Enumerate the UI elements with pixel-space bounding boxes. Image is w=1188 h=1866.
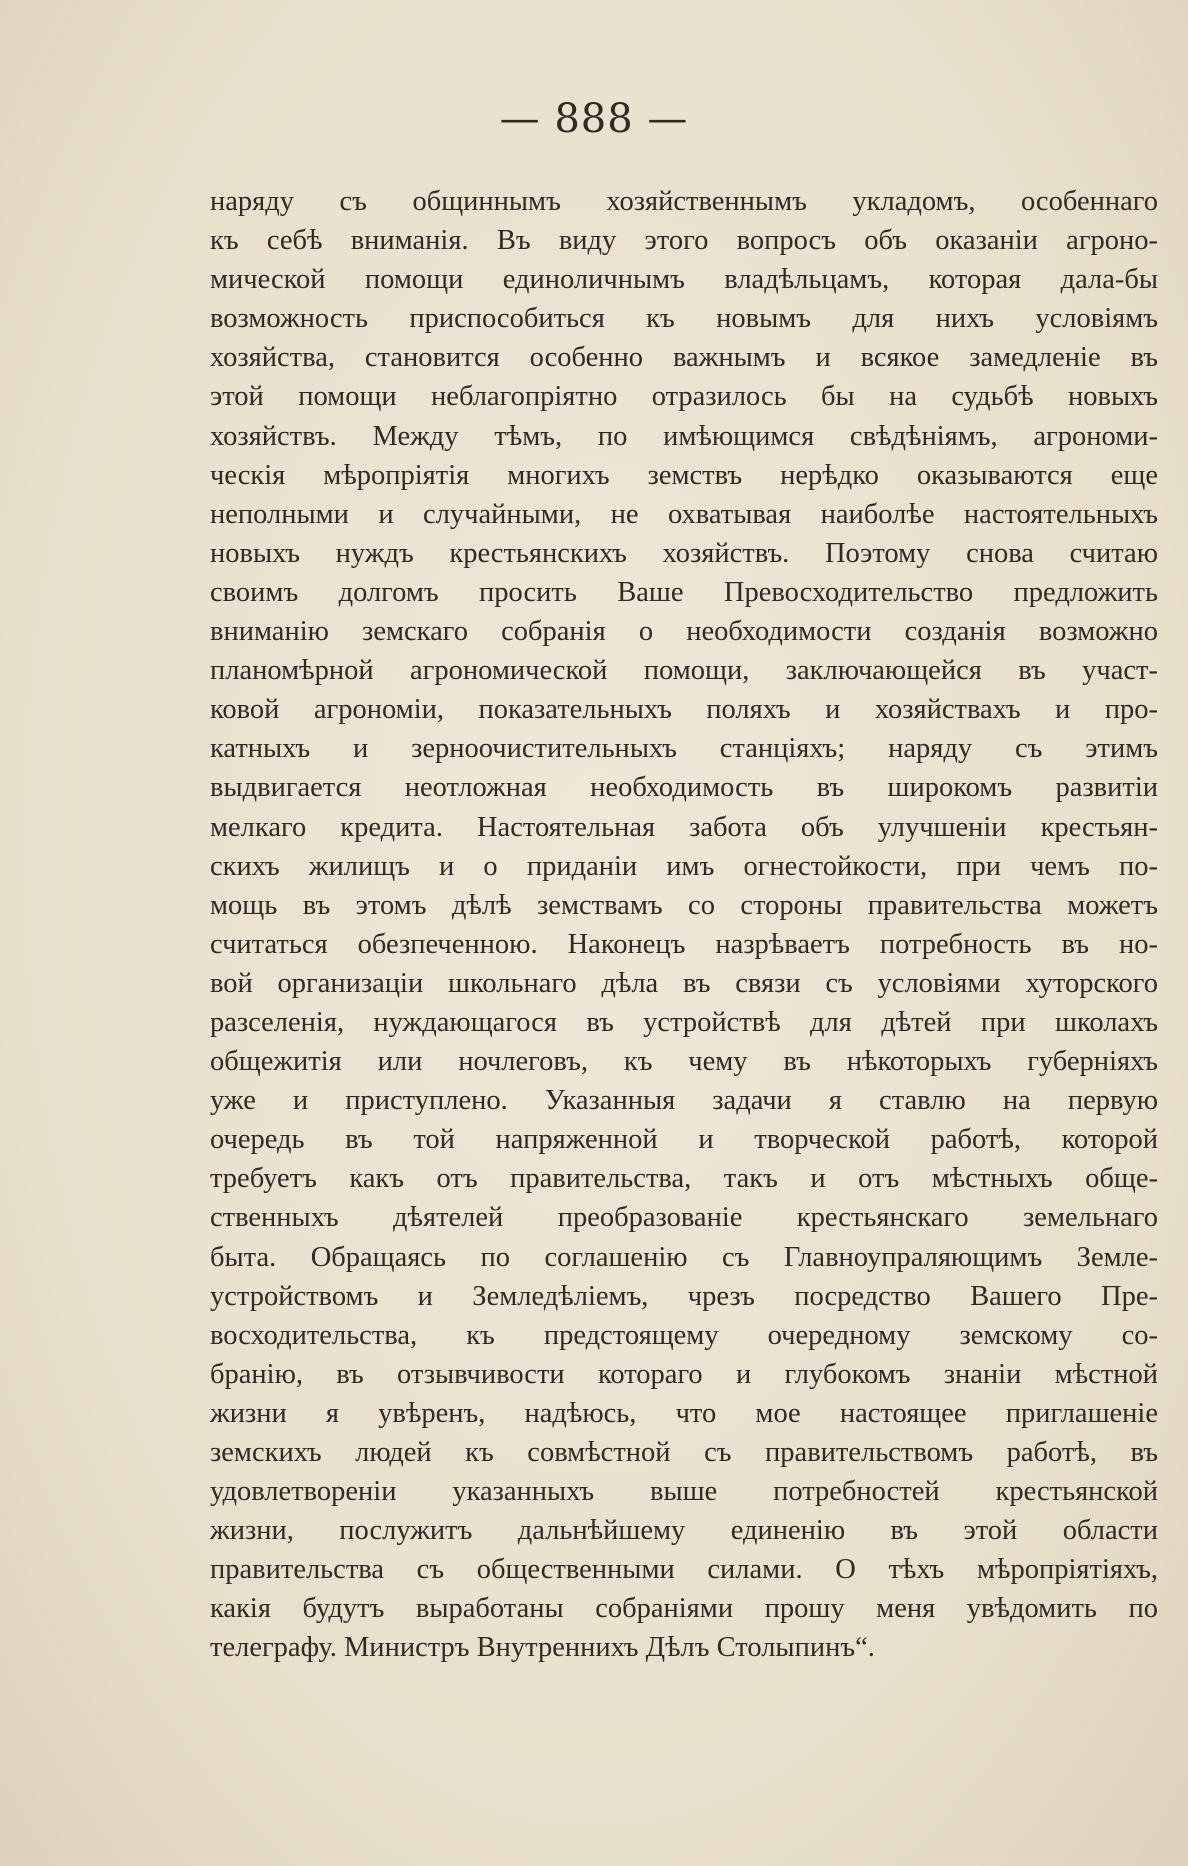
page-number: — 888 —	[499, 96, 689, 142]
text-line: своимъ долгомъ просить Ваше Превосходительство предложить	[210, 576, 1158, 608]
text-line: этой помощи неблагопріятно отразилось бы на судьбѣ новыхъ	[210, 381, 1158, 413]
text-line: очередь въ той напряженной и творческой работѣ, которой	[210, 1124, 1158, 1156]
text-line: вниманію земскаго собранія о необходимости созданія возможно	[210, 616, 1158, 648]
text-line: требуетъ какъ отъ правительства, такъ и отъ мѣстныхъ обще-	[210, 1163, 1158, 1195]
text-line: восходительства, къ предстоящему очередному земскому со-	[210, 1319, 1158, 1351]
text-line: быта. Обращаясь по соглашенію съ Главноупраляющимъ Земле-	[210, 1241, 1158, 1273]
text-line: мелкаго кредита. Настоятельная забота объ улучшеніи крестьян-	[210, 811, 1158, 843]
text-line: разселенія, нуждающагося въ устройствѣ для дѣтей при школахъ	[210, 1006, 1158, 1038]
text-line: наряду съ общиннымъ хозяйственнымъ укладомъ, особеннаго	[210, 186, 1158, 217]
text-line: общежитія или ночлеговъ, къ чему въ нѣкоторыхъ губерніяхъ	[210, 1046, 1158, 1078]
text-line: ковой агрономіи, показательныхъ поляхъ и хозяйствахъ и про-	[210, 694, 1158, 726]
text-line: хозяйства, становится особенно важнымъ и всякое замедленіе въ	[210, 342, 1158, 374]
text-line: телеграфу. Министръ Внутреннихъ Дѣлъ Столыпинъ“.	[210, 1632, 875, 1664]
text-line: мической помощи единоличнымъ владѣльцамъ, которая дала-бы	[210, 264, 1158, 296]
text-line: ческія мѣропріятія многихъ земствъ нерѣдко оказываются еще	[210, 459, 1158, 491]
text-line: возможность приспособиться къ новымъ для нихъ условіямъ	[210, 303, 1158, 335]
text-line: какія будутъ выработаны собраніями прошу меня увѣдомить по	[210, 1593, 1158, 1625]
text-line: устройствомъ и Земледѣліемъ, чрезъ посредство Вашего Пре-	[210, 1280, 1158, 1312]
text-line: земскихъ людей къ совмѣстной съ правительствомъ работѣ, въ	[210, 1437, 1158, 1468]
text-line: уже и приступлено. Указанныя задачи я ставлю на первую	[210, 1085, 1158, 1117]
text-line: жизни, послужитъ дальнѣйшему единенію въ этой области	[210, 1515, 1158, 1547]
text-line: планомѣрной агрономической помощи, заключающейся въ участ-	[210, 655, 1158, 687]
text-line: мощь въ этомъ дѣлѣ земствамъ со стороны правительства можетъ	[210, 889, 1158, 921]
text-line: считаться обезпеченною. Наконецъ назрѣваетъ потребность въ но-	[210, 928, 1158, 960]
text-line: правительства съ общественными силами. О тѣхъ мѣропріятіяхъ,	[210, 1554, 1158, 1586]
text-line: бранію, въ отзывчивости котораго и глубокомъ знаніи мѣстной	[210, 1358, 1158, 1390]
text-line: неполными и случайными, не охватывая наиболѣе настоятельныхъ	[210, 498, 1158, 530]
text-line: хозяйствъ. Между тѣмъ, по имѣющимся свѣдѣніямъ, агрономи-	[210, 420, 1158, 452]
body-paragraph	[210, 182, 1158, 1668]
text-line: удовлетвореніи указанныхъ выше потребностей крестьянской	[210, 1476, 1158, 1508]
text-line: скихъ жилищъ и о приданіи имъ огнестойкости, при чемъ по-	[210, 850, 1158, 882]
text-line: катныхъ и зерноочистительныхъ станціяхъ; наряду съ этимъ	[210, 733, 1158, 765]
text-line: жизни я увѣренъ, надѣюсь, что мое настоящее приглашеніе	[210, 1397, 1158, 1429]
text-line: новыхъ нуждъ крестьянскихъ хозяйствъ. Поэтому снова считаю	[210, 537, 1158, 569]
text-line: ственныхъ дѣятелей преобразованіе крестьянскаго земельнаго	[210, 1202, 1158, 1234]
text-line: къ себѣ вниманія. Въ виду этого вопросъ объ оказаніи агроно-	[210, 225, 1158, 257]
text-line: вой организаціи школьнаго дѣла въ связи съ условіями хуторского	[210, 967, 1158, 999]
text-line: выдвигается неотложная необходимость въ широкомъ развитіи	[210, 772, 1158, 804]
